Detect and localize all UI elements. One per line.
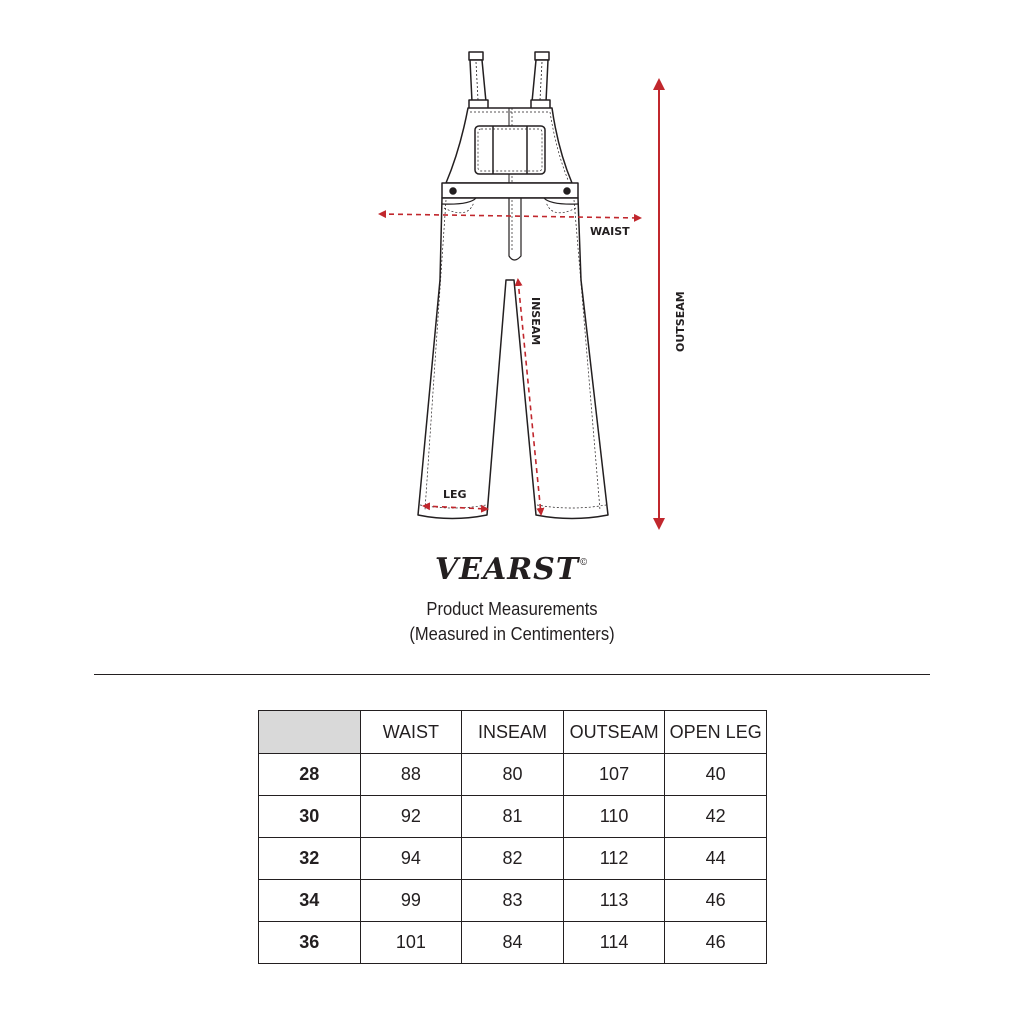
- table-row: [259, 880, 767, 922]
- waist-cell: 92: [360, 796, 462, 838]
- size-chart-table: [258, 710, 767, 964]
- size-cell: 30: [259, 796, 361, 838]
- inseam-label: INSEAM: [529, 297, 542, 346]
- open-leg-cell: 44: [665, 838, 767, 880]
- strap-left: [469, 52, 486, 102]
- size-cell: 34: [259, 880, 361, 922]
- outseam-cell: 107: [563, 754, 665, 796]
- pants-body: [418, 198, 608, 519]
- size-cell: 28: [259, 754, 361, 796]
- inseam-cell: 84: [462, 922, 564, 964]
- outseam-cell: 114: [563, 922, 665, 964]
- overalls-illustration: [418, 52, 608, 519]
- bib-pocket: [475, 126, 545, 174]
- waist-cell: 99: [360, 880, 462, 922]
- table-header-row: [259, 711, 767, 754]
- waist-label: WAIST: [590, 225, 630, 238]
- table-row: [259, 838, 767, 880]
- header-open-leg: OPEN LEG: [665, 711, 767, 754]
- waist-cell: 88: [360, 754, 462, 796]
- measurements-title: Product Measurements: [426, 599, 598, 619]
- waist-cell: 101: [360, 922, 462, 964]
- copyright-mark: ©: [579, 558, 590, 568]
- section-divider: [94, 674, 930, 675]
- inseam-cell: 82: [462, 838, 564, 880]
- size-cell: 36: [259, 922, 361, 964]
- header-waist: WAIST: [360, 711, 462, 754]
- header-outseam: OUTSEAM: [563, 711, 665, 754]
- brand-logo: [0, 552, 1024, 587]
- outseam-cell: 113: [563, 880, 665, 922]
- table-row: [259, 922, 767, 964]
- measurements-unit-note: (Measured in Centimenters): [409, 624, 615, 644]
- size-cell: 32: [259, 838, 361, 880]
- outseam-cell: 112: [563, 838, 665, 880]
- waist-cell: 94: [360, 838, 462, 880]
- inseam-cell: 81: [462, 796, 564, 838]
- outseam-cell: 110: [563, 796, 665, 838]
- open-leg-cell: 42: [665, 796, 767, 838]
- strap-right: [532, 52, 549, 102]
- open-leg-cell: 46: [665, 880, 767, 922]
- table-corner-cell: [259, 711, 361, 754]
- table-row: [259, 754, 767, 796]
- leg-label: LEG: [443, 488, 467, 501]
- open-leg-cell: 46: [665, 922, 767, 964]
- inseam-cell: 80: [462, 754, 564, 796]
- table-row: [259, 796, 767, 838]
- open-leg-cell: 40: [665, 754, 767, 796]
- waistband: [442, 183, 578, 198]
- outseam-label: OUTSEAM: [674, 291, 687, 352]
- brand-name: VEARST: [434, 552, 580, 587]
- header-inseam: INSEAM: [462, 711, 564, 754]
- inseam-cell: 83: [462, 880, 564, 922]
